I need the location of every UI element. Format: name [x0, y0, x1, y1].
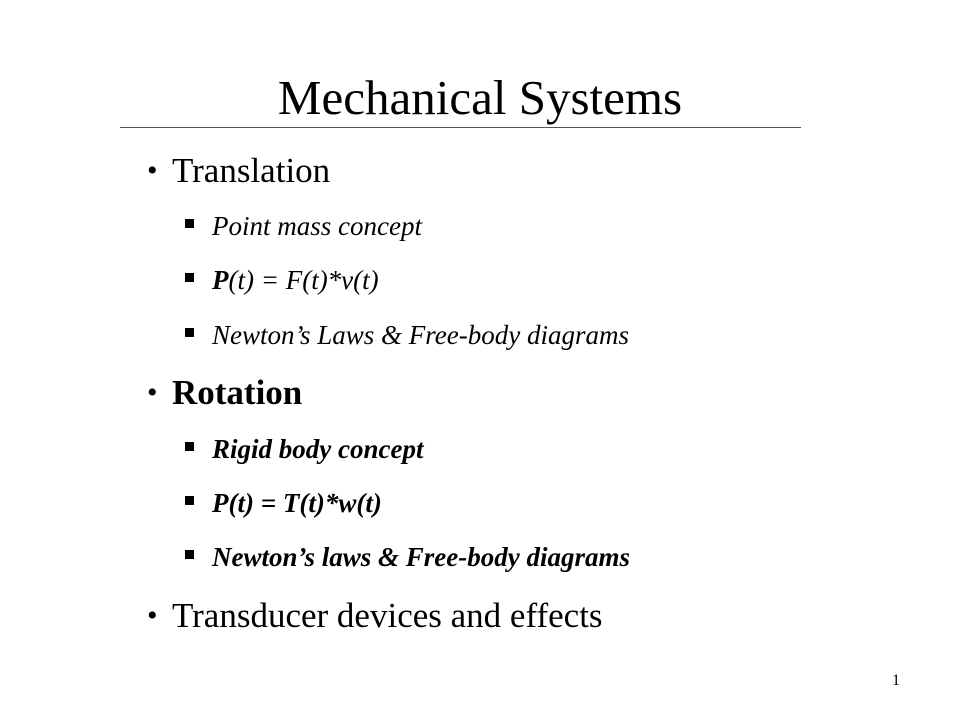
sub-bullet-point-mass — [212, 210, 422, 242]
square-bullet-icon — [185, 328, 194, 337]
sub-bullet-label: Newton’s laws & Free-body diagrams — [212, 542, 630, 572]
sub-bullet-rigid-body — [212, 433, 423, 465]
sub-bullet-label: Newton’s Laws & Free-body diagrams — [212, 320, 630, 350]
bullet-translation — [147, 151, 331, 191]
bullet-label: Transducer devices and effects — [172, 596, 603, 635]
square-bullet-icon — [185, 273, 194, 282]
page-number: 1 — [892, 672, 900, 689]
bullet-transducer — [147, 596, 603, 636]
square-bullet-icon — [185, 496, 194, 505]
bullet-dot-icon: • — [147, 154, 158, 187]
sub-bullet-label: Rigid body concept — [212, 434, 424, 464]
bullet-label: Translation — [172, 151, 331, 190]
square-bullet-icon — [185, 219, 194, 228]
bullet-label: Rotation — [172, 373, 303, 412]
sub-bullet-newtons-laws-translation — [212, 319, 629, 351]
slide-title: Mechanical Systems — [277, 70, 683, 125]
square-bullet-icon — [185, 550, 194, 559]
sub-bullet-power-rotation — [212, 487, 382, 519]
title-divider — [120, 127, 801, 128]
sub-bullet-label: (t) = F(t)*v(t) — [228, 265, 379, 295]
bullet-dot-icon: • — [147, 599, 158, 632]
sub-bullet-label: (t) = T(t)*w(t) — [228, 488, 382, 518]
sub-bullet-newtons-laws-rotation — [212, 541, 630, 573]
power-symbol: P — [212, 265, 229, 295]
power-symbol: P — [212, 488, 229, 518]
square-bullet-icon — [185, 442, 194, 451]
sub-bullet-label: Point mass concept — [212, 211, 422, 241]
bullet-rotation — [147, 373, 303, 413]
sub-bullet-power-translation — [212, 264, 379, 296]
bullet-dot-icon: • — [147, 376, 158, 409]
